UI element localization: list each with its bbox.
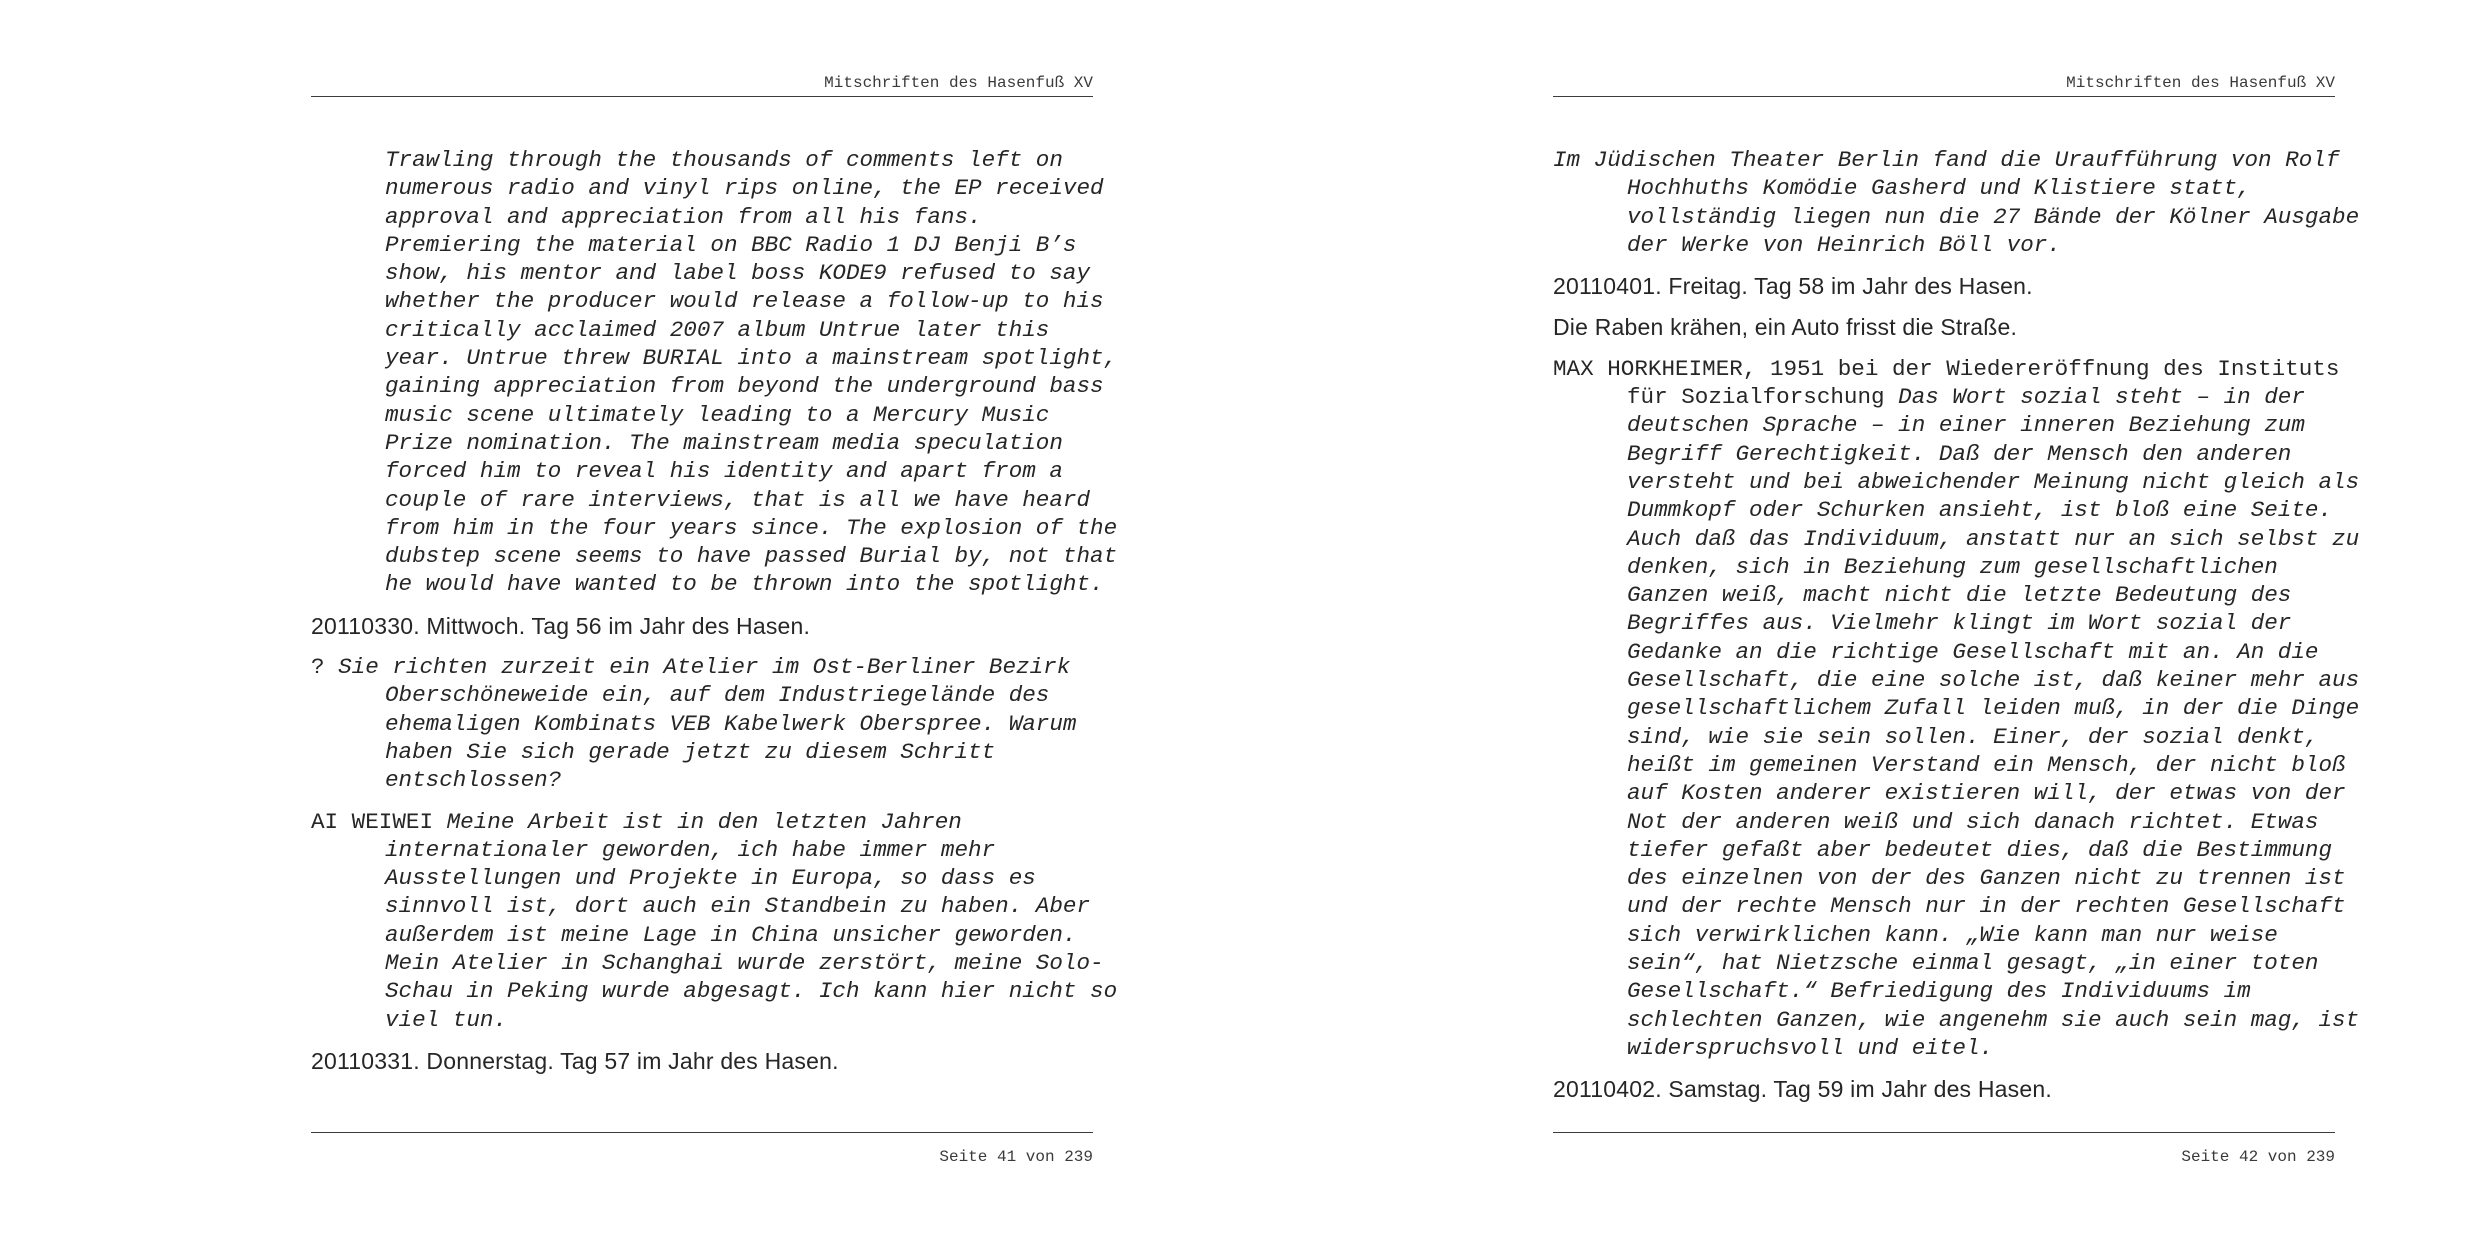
quote-line: approval and appreciation from all his fans. [385, 203, 982, 230]
answer-line: internationaler geworden, ich habe immer mehr [385, 836, 996, 863]
speaker-context: für Sozialforschung [1627, 384, 1899, 411]
quote-line: versteht und bei abweichender Meinung nicht gleich als [1627, 468, 2360, 495]
answer-line: viel tun. [385, 1006, 508, 1033]
running-head: Mitschriften des Hasenfuß XV [824, 74, 1093, 92]
answer-line: Meine Arbeit ist in den letzten Jahren [446, 808, 962, 835]
quote-line: numerous radio and vinyl rips online, the EP received [385, 175, 1104, 202]
quote-line: Trawling through the thousands of comments left on [385, 147, 1063, 173]
date-entry: 20110402. Samstag. Tag 59 im Jahr des Hasen. [1553, 1076, 2052, 1103]
note-line: Die Raben krähen, ein Auto frisst die Straße. [1553, 314, 2018, 341]
quote-line: Ganzen weiß, macht nicht die letzte Bedeutung des [1627, 582, 2292, 609]
quote-line: whether the producer would release a follow-up to his [385, 288, 1104, 315]
page-number: Seite 42 von 239 [2181, 1148, 2335, 1166]
quote-line: dubstep scene seems to have passed Burial by, not that [385, 543, 1118, 570]
intro-line: Im Jüdischen Theater Berlin fand die Uraufführung von Rolf [1553, 147, 2340, 173]
left-page [311, 0, 1118, 1240]
footer-rule [1553, 1132, 2335, 1133]
intro-line: vollständig liegen nun die 27 Bände der Kölner Ausgabe [1627, 203, 2360, 230]
question-marker: ? [311, 654, 325, 681]
quote-line: Dummkopf oder Schurken ansieht, ist bloß eine Seite. [1627, 497, 2333, 524]
quote-line: he would have wanted to be thrown into the spotlight. [385, 571, 1104, 598]
speaker-name: AI WEIWEI [311, 808, 434, 835]
question-line: ehemaligen Kombinats VEB Kabelwerk Oberspree. Warum [385, 710, 1077, 737]
quote-line: widerspruchsvoll und eitel. [1627, 1034, 1994, 1061]
page-body [311, 146, 1118, 1088]
quote-line: Begriff Gerechtigkeit. Daß der Mensch den anderen [1627, 440, 2292, 467]
quote-line: Das Wort sozial steht – in der [1898, 384, 2305, 411]
quote-line: gesellschaftlichem Zufall leiden muß, in der die Dinge [1627, 695, 2360, 722]
quote-line: Gesellschaft.“ Befriedigung des Individuums im [1627, 978, 2251, 1005]
quote-line: from him in the four years since. The explosion of the [385, 514, 1118, 541]
quote-line: und der rechte Mensch nur in der rechten Gesellschaft [1627, 893, 2346, 920]
date-entry: 20110330. Mittwoch. Tag 56 im Jahr des Hasen. [311, 612, 811, 639]
quote-line: Premiering the material on BBC Radio 1 DJ Benji B’s [385, 231, 1077, 258]
quote-line: Prize nomination. The mainstream media speculation [385, 429, 1063, 456]
question-line: Oberschöneweide ein, auf dem Industriegelände des [385, 682, 1050, 709]
intro-line: Hochhuths Komödie Gasherd und Klistiere statt, [1627, 175, 2251, 202]
running-head: Mitschriften des Hasenfuß XV [2066, 74, 2335, 92]
quote-line: des einzelnen von der des Ganzen nicht zu trennen ist [1627, 865, 2346, 892]
quote-line: gaining appreciation from beyond the underground bass [385, 373, 1104, 400]
question-line: entschlossen? [385, 767, 562, 794]
speaker-context: , 1951 bei der Wiedereröffnung des Instituts [1742, 355, 2340, 382]
quote-line: show, his mentor and label boss KODE9 refused to say [385, 260, 1091, 287]
header-rule [1553, 96, 2335, 97]
right-page [1553, 0, 2360, 1240]
page-number: Seite 41 von 239 [939, 1148, 1093, 1166]
intro-line: der Werke von Heinrich Böll vor. [1627, 231, 2061, 258]
header-rule [311, 96, 1093, 97]
quote-line: Gedanke an die richtige Gesellschaft mit an. An die [1627, 638, 2319, 665]
footer-rule [311, 1132, 1093, 1133]
answer-paragraph [311, 808, 1118, 1034]
intro-paragraph [1553, 146, 2360, 259]
quote-line: heißt im gemeinen Verstand ein Mensch, der nicht bloß [1627, 751, 2346, 778]
quote-line: denken, sich in Beziehung zum gesellschaftlichen [1627, 553, 2278, 580]
question-paragraph [311, 653, 1101, 794]
date-entry: 20110331. Donnerstag. Tag 57 im Jahr des Hasen. [311, 1047, 839, 1074]
quote-line: Begriffes aus. Vielmehr klingt im Wort sozial der [1627, 610, 2292, 637]
speaker-name: MAX HORKHEIMER [1553, 355, 1743, 382]
question-line: Sie richten zurzeit ein Atelier im Ost-Berliner Bezirk [338, 654, 1071, 681]
quote-line: Auch daß das Individuum, anstatt nur an sich selbst zu [1627, 525, 2360, 552]
question-line: haben Sie sich gerade jetzt zu diesem Schritt [385, 738, 996, 765]
answer-line: außerdem ist meine Lage in China unsicher geworden. [385, 921, 1077, 948]
date-entry: 20110401. Freitag. Tag 58 im Jahr des Hasen. [1553, 273, 2033, 300]
quote-line: music scene ultimately leading to a Mercury Music [385, 401, 1050, 428]
answer-line: Schau in Peking wurde abgesagt. Ich kann hier nicht so [385, 978, 1118, 1005]
answer-line: Mein Atelier in Schanghai wurde zerstört, meine Solo- [385, 950, 1104, 977]
quote-line: Not der anderen weiß und sich danach richtet. Etwas [1627, 808, 2319, 835]
quote-line: sind, wie sie sein sollen. Einer, der sozial denkt, [1627, 723, 2319, 750]
quote-line: critically acclaimed 2007 album Untrue later this [385, 316, 1050, 343]
quote-line: sich verwirklichen kann. „Wie kann man nur weise [1627, 921, 2278, 948]
quote-line: year. Untrue threw BURIAL into a mainstream spotlight, [385, 345, 1118, 372]
quote-line: tiefer gefaßt aber bedeutet dies, daß die Bestimmung [1627, 836, 2333, 863]
quote-line: schlechten Ganzen, wie angenehm sie auch sein mag, ist [1627, 1006, 2360, 1033]
quote-line: auf Kosten anderer existieren will, der etwas von der [1627, 780, 2346, 807]
answer-line: sinnvoll ist, dort auch ein Standbein zu haben. Aber [385, 893, 1091, 920]
quote-line: couple of rare interviews, that is all we have heard [385, 486, 1091, 513]
quote-line: deutschen Sprache – in einer inneren Beziehung zum [1627, 412, 2305, 439]
quote-paragraph [311, 146, 1118, 599]
horkheimer-paragraph [1553, 355, 2360, 1062]
quote-line: sein“, hat Nietzsche einmal gesagt, „in einer toten [1627, 950, 2319, 977]
answer-line: Ausstellungen und Projekte in Europa, so dass es [385, 865, 1036, 892]
quote-line: forced him to reveal his identity and apart from a [385, 458, 1063, 485]
quote-line: Gesellschaft, die eine solche ist, daß keiner mehr aus [1627, 667, 2360, 694]
page-body [1553, 146, 2360, 1117]
